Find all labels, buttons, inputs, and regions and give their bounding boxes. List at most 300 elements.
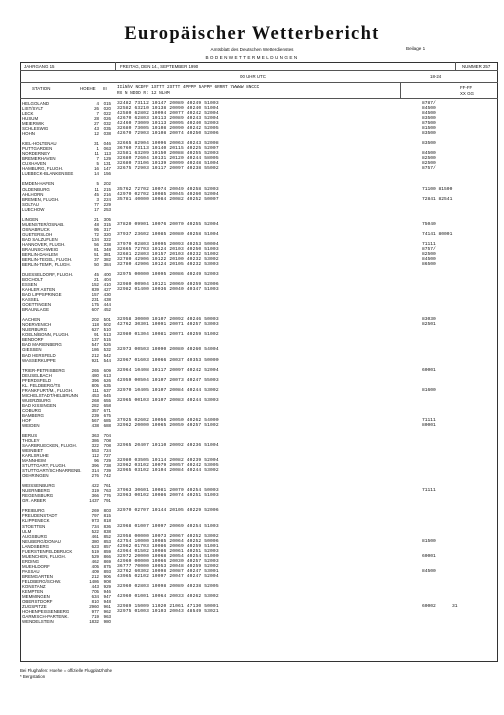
- extra-group: 82500: [422, 251, 436, 257]
- station-name: WEISSENBURG: [22, 483, 55, 489]
- station-height: 72: [94, 231, 99, 237]
- station-name: BERLIN-TEGEL, FLUGH.: [22, 256, 73, 262]
- station-index: 818: [103, 518, 111, 524]
- station-name: OSNABRUCK: [22, 226, 50, 232]
- report-section-title: BODENWETTERMELDUNGEN: [205, 55, 299, 60]
- station-index: 704: [103, 432, 111, 438]
- synop-code: 42754 10000 10085 20064 40252 50006: [117, 538, 219, 544]
- station-index: 729: [103, 458, 111, 464]
- col-xxgg: XX GG: [460, 91, 474, 96]
- station-name: BOCHOLT: [22, 277, 43, 283]
- station-name: FELDBERG/SCHW.: [22, 578, 62, 584]
- station-height: 134: [91, 236, 99, 242]
- station-index: 929: [103, 583, 111, 589]
- synop-code: 32665 82904 10096 20063 40243 52008: [117, 141, 219, 147]
- station-name: NOERVENICH: [22, 322, 52, 328]
- station-height: 386: [91, 438, 99, 443]
- synop-code: 32780 42906 10122 20100 40232 53002: [117, 256, 219, 262]
- col-hoehe: HOEHE: [80, 86, 96, 91]
- station-height: 16: [94, 166, 99, 172]
- extra-group: 71111: [422, 241, 436, 247]
- station-height: 363: [91, 432, 99, 438]
- station-index: 962: [103, 609, 111, 615]
- station-height: 111: [92, 387, 99, 393]
- synop-code: 32963 00102 10086 20074 40251 51003: [117, 493, 219, 499]
- synop-code: 32675 72903 10117 20097 40238 55002: [117, 166, 219, 172]
- station-height: 461: [91, 533, 99, 539]
- supplement-label: Beilage 1: [406, 46, 426, 51]
- station-index: 322: [103, 236, 111, 242]
- station-name: FREUDENSTADT: [22, 513, 58, 519]
- synop-code: 32681 22803 10157 20103 40232 51002: [117, 251, 219, 257]
- station-height: 265: [91, 367, 99, 373]
- station-index: 502: [103, 322, 111, 328]
- synop-code: 37820 09901 10076 20070 40255 52004: [117, 221, 219, 227]
- station-name: WUERZBURG: [22, 397, 51, 403]
- station-height: 239: [91, 412, 99, 418]
- station-name: HOHENPEISSENBERG: [22, 609, 70, 615]
- station-name: REGENSBURG: [22, 493, 54, 499]
- col-iii: III: [103, 86, 107, 91]
- synop-code: 32975 00000 10095 20086 40249 52003: [117, 272, 219, 278]
- station-name: AACHEN: [22, 317, 41, 323]
- station-name: GIESSEN: [22, 347, 42, 353]
- station-name: OLDENBURG: [22, 186, 50, 192]
- synop-code: 32960 02803 10098 20089 40238 52005: [117, 583, 219, 589]
- station-index: 635: [103, 382, 111, 388]
- synop-code: 35781 40000 10084 20082 40252 50007: [117, 196, 219, 202]
- station-height: 56: [94, 241, 99, 247]
- synop-code: 32965 20407 10110 20092 40236 51004: [117, 443, 219, 449]
- synop-code: 32582 63210 10138 20090 40240 51004: [117, 106, 219, 112]
- issue-number: NUMMER 257: [462, 64, 491, 69]
- synop-code: 37963 30601 10081 20070 40254 50003: [117, 488, 219, 494]
- station-index: 113: [104, 151, 111, 157]
- extra-group: 72841 82541: [422, 196, 453, 202]
- station-height: 14: [94, 171, 99, 177]
- station-height: 11: [94, 151, 99, 157]
- station-index: 022: [103, 111, 111, 117]
- station-index: 853: [103, 538, 111, 544]
- station-index: 815: [103, 513, 111, 519]
- station-name: BREMERHAVEN: [22, 156, 56, 162]
- extra-group: 81600: [422, 387, 436, 393]
- synop-code: 32581 63209 10150 20088 40255 52003: [117, 151, 219, 157]
- station-name: BREMEN, FLUGH.: [22, 196, 60, 202]
- station-index: 655: [103, 397, 111, 403]
- station-index: 688: [103, 422, 111, 428]
- synop-code: 32970 02707 10144 20105 40229 52006: [117, 508, 219, 514]
- station-height: 607: [91, 307, 99, 313]
- station-index: 869: [103, 558, 111, 564]
- station-height: 7: [96, 111, 99, 117]
- station-index: 626: [103, 377, 111, 383]
- station-height: 231: [91, 297, 99, 303]
- station-height: 37: [94, 256, 99, 262]
- synop-code: 43965 02102 10097 20047 40247 52004: [117, 573, 219, 579]
- synop-code: 32968 01007 10097 20069 40254 51003: [117, 523, 219, 529]
- extra-group: 8787/: [422, 101, 436, 106]
- station-height: 212: [91, 352, 99, 358]
- extra-group: 82500: [422, 156, 436, 162]
- station-height: 45: [94, 191, 99, 197]
- station-height: 118: [92, 322, 99, 328]
- station-name: THOLEY: [22, 438, 40, 443]
- station-height: 1437: [89, 498, 99, 504]
- station-index: 129: [103, 156, 111, 162]
- station-name: GR. ARBER: [22, 498, 46, 504]
- station-height: 319: [91, 488, 99, 494]
- station-name: COBURG: [22, 407, 42, 413]
- extra-group: 82500: [422, 161, 436, 167]
- extra-group: 83500: [422, 131, 436, 137]
- station-index: 637: [103, 387, 111, 393]
- report-subtitle: Amtsblatt des Deutschen Wetterdienstes: [210, 47, 294, 52]
- synop-code: 32973 00503 10090 20080 40260 54004: [117, 347, 219, 353]
- station-height: 322: [91, 443, 99, 449]
- synop-code: 32962 03102 10079 20057 40242 53005: [117, 463, 219, 469]
- extra-group: 84500: [422, 568, 436, 574]
- extra-group: 71111: [422, 417, 436, 423]
- synop-code: 42960 01001 10064 20033 40262 53002: [117, 593, 219, 599]
- station-index: 947: [103, 593, 111, 599]
- station-name: FRANKFURT/M., FLUGH.: [22, 387, 74, 393]
- station-name: AHLHORN: [22, 191, 44, 197]
- station-index: 980: [103, 619, 111, 625]
- station-index: 229: [103, 201, 111, 207]
- extra-group: 74141 80001: [422, 231, 453, 237]
- station-height: 212: [91, 573, 99, 579]
- station-name: WEIDEN: [22, 422, 40, 428]
- station-index: 738: [103, 463, 111, 469]
- synop-code: 32762 60302 10098 20087 40247 53001: [117, 568, 219, 574]
- station-index: 147: [103, 166, 111, 172]
- station-index: 348: [103, 246, 111, 252]
- station-index: 946: [103, 588, 111, 594]
- station-height: 91: [94, 332, 99, 338]
- station-name: BENDORF: [22, 337, 44, 343]
- station-height: 453: [91, 392, 99, 398]
- station-height: 405: [91, 563, 99, 569]
- station-index: 032: [103, 121, 111, 127]
- station-name: SAARBRUECKEN, FLUGH.: [22, 443, 77, 449]
- station-index: 742: [103, 473, 111, 479]
- synop-code: 36777 70000 10053 20048 40259 52002: [117, 563, 219, 569]
- station-index: 906: [103, 573, 111, 579]
- station-index: 803: [103, 508, 111, 514]
- station-height: 973: [91, 518, 99, 524]
- station-index: 317: [103, 226, 111, 232]
- station-index: 761: [103, 483, 111, 489]
- station-name: WASSERKUPPE: [22, 357, 56, 363]
- extra-group: 83030: [422, 317, 436, 323]
- station-name: KARLSRUHE: [22, 453, 49, 459]
- station-name: BRAUNLAGE: [22, 307, 50, 313]
- station-name: HELGOLAND: [22, 101, 50, 106]
- station-name: BERLIN-TEMP., FLUGH.: [22, 261, 71, 267]
- station-index: 452: [103, 307, 111, 313]
- synop-code: 37925 02602 10056 20050 40262 54000: [117, 417, 219, 423]
- station-height: 5: [96, 181, 99, 187]
- station-name: KAHLER ASTEN: [22, 287, 56, 293]
- station-name: OBERSTDORF: [22, 598, 53, 604]
- station-height: 719: [91, 614, 99, 620]
- station-index: 026: [103, 116, 111, 122]
- station-height: 553: [91, 448, 99, 454]
- station-index: 501: [103, 317, 111, 323]
- station-name: BAD KISSINGEN: [22, 402, 57, 408]
- extra-group: 84500: [422, 106, 436, 112]
- station-name: HUSUM: [22, 116, 39, 122]
- station-height: 21: [94, 277, 99, 283]
- station-name: BAD LIPPSPRINGE: [22, 292, 62, 298]
- station-height: 137: [91, 337, 99, 343]
- synop-code: 42762 30301 10091 20071 40257 53003: [117, 322, 219, 328]
- station-index: 961: [103, 604, 111, 609]
- station-name: BERUS: [22, 432, 38, 438]
- station-name: LUECHOW: [22, 206, 45, 212]
- station-height: 43: [94, 126, 99, 132]
- station-height: 314: [91, 468, 99, 474]
- station-height: 7: [96, 156, 99, 162]
- station-height: 977: [91, 609, 99, 615]
- synop-code: 32680 73005 10108 20090 40242 52005: [117, 126, 219, 132]
- station-index: 866: [103, 553, 111, 559]
- extra-group-2: 31: [452, 604, 458, 609]
- station-index: 224: [103, 196, 111, 202]
- station-name: STUTTGART/SCHNARRENB.: [22, 468, 82, 474]
- station-name: NUERBURG: [22, 327, 48, 333]
- synop-code: 37970 02803 10095 20093 40253 50004: [117, 241, 219, 247]
- station-name: ULM: [22, 528, 32, 534]
- station-index: 908: [103, 578, 111, 584]
- station-height: 48: [94, 221, 99, 227]
- station-name: GOETTINGEN: [22, 302, 52, 308]
- station-name: MEMMINGEN: [22, 593, 50, 599]
- station-index: 776: [103, 493, 111, 499]
- station-height: 1486: [89, 578, 99, 584]
- station-height: 529: [91, 553, 99, 559]
- station-height: 396: [91, 463, 99, 469]
- extra-group: 81500: [422, 538, 436, 544]
- station-height: 921: [91, 357, 99, 363]
- station-name: DEUSELBACH: [22, 372, 52, 378]
- station-index: 438: [103, 297, 111, 303]
- extra-group: 84500: [422, 151, 436, 157]
- station-index: 216: [103, 191, 111, 197]
- station-index: 658: [103, 402, 111, 408]
- station-index: 724: [103, 448, 111, 454]
- extra-group: 81500: [422, 126, 436, 132]
- station-height: 276: [91, 473, 99, 479]
- station-name: ESSEN: [22, 282, 37, 288]
- station-name: MANNHEIM: [22, 458, 46, 464]
- extra-group: 8757/: [422, 246, 436, 252]
- station-index: 315: [103, 221, 111, 227]
- station-name: KOELN/BONN, FLUGH.: [22, 332, 70, 338]
- extra-group: 60002: [422, 604, 436, 609]
- station-index: 427: [103, 287, 111, 293]
- station-height: 705: [91, 588, 99, 594]
- station-name: KLIPPENECK: [22, 518, 50, 524]
- station-name: NUERNBERG: [22, 488, 51, 494]
- station-height: 269: [91, 508, 99, 514]
- station-index: 708: [103, 438, 111, 443]
- station-height: 21: [94, 216, 99, 222]
- table-row: [20, 619, 498, 624]
- synop-code: 32975 01003 10103 20043 48549 53021: [117, 609, 219, 615]
- station-height: 282: [91, 402, 99, 408]
- synop-code: 32780 42906 10124 20105 40232 53003: [117, 261, 219, 267]
- station-height: 5: [96, 161, 99, 167]
- synop-code: 42670 72903 10108 20074 40250 52006: [117, 131, 219, 137]
- extra-group: 84500: [422, 256, 436, 262]
- station-height: 112: [92, 453, 99, 459]
- synop-code: 42959 00504 10107 20073 40247 55003: [117, 377, 219, 383]
- report-date: FREITAG, DEN 14., SEPTEMBER 1990: [120, 64, 199, 69]
- station-index: 857: [103, 543, 111, 549]
- station-index: 202: [103, 181, 111, 187]
- extra-group: 71100 81500: [422, 186, 453, 192]
- extra-group: 84500: [422, 111, 436, 117]
- station-height: 27: [94, 121, 99, 127]
- station-index: 609: [103, 367, 111, 373]
- synop-code: 32958 30000 10107 20092 40246 50003: [117, 317, 219, 323]
- station-index: 685: [103, 417, 111, 423]
- synop-code: 37937 23602 10085 20080 40258 51004: [117, 231, 219, 237]
- footnote-mountain: * Bergstation: [20, 674, 46, 679]
- synop-code: 32980 03505 10114 20082 40239 52004: [117, 458, 219, 464]
- station-index: 852: [103, 533, 111, 539]
- station-index: 400: [103, 272, 111, 278]
- synop-code: 32482 73112 10147 20089 40249 51003: [117, 101, 219, 106]
- station-height: 202: [91, 317, 99, 323]
- station-index: 791: [103, 498, 111, 504]
- extra-group: 60001: [422, 367, 436, 373]
- station-name: SOLTAU: [22, 201, 39, 207]
- station-name: FUERSTENFELDBRUCK: [22, 548, 73, 554]
- station-height: 547: [91, 342, 99, 348]
- station-height: 480: [91, 372, 99, 378]
- station-height: 366: [91, 493, 99, 499]
- station-height: 634: [91, 593, 99, 599]
- station-name: LECK: [22, 111, 34, 117]
- station-height: 31: [94, 141, 99, 147]
- station-name: MUENSTER/OSNAB.: [22, 221, 65, 227]
- station-name: HOF: [22, 417, 32, 423]
- station-name: LUEBECK-BLANKENSEE: [22, 171, 74, 177]
- station-height: 627: [91, 327, 99, 333]
- station-name: ZUGSPITZE: [22, 604, 47, 609]
- synop-code: 32964 10408 10117 20097 40242 52004: [117, 367, 219, 373]
- station-height: 26: [94, 106, 99, 112]
- station-name: LANDSBERG: [22, 543, 50, 549]
- station-height: 443: [91, 583, 99, 589]
- station-name: TRIER-PETRISBERG: [22, 367, 65, 373]
- station-height: 95: [94, 226, 99, 232]
- station-name: NEUBERG/DONAU: [22, 538, 61, 544]
- station-height: 81: [94, 246, 99, 252]
- station-index: 893: [103, 568, 111, 574]
- station-index: 035: [103, 126, 111, 132]
- station-index: 763: [103, 488, 111, 494]
- station-height: 152: [91, 282, 99, 288]
- station-name: PASSAU: [22, 568, 40, 574]
- extra-group: 82501: [422, 322, 436, 328]
- station-name: BREMGARTEN: [22, 573, 53, 579]
- station-name: BERLIN-DAHLEM: [22, 251, 58, 257]
- extra-group: 71111: [422, 488, 436, 494]
- synop-code: 32665 72703 10124 20103 40250 51003: [117, 246, 219, 252]
- synop-code: 32989 15009 11020 21061 47130 50001: [117, 604, 219, 609]
- station-name: SCHLESWIG: [22, 126, 49, 132]
- extra-group: 83500: [422, 116, 436, 122]
- station-name: HANNOVER, FLUGH.: [22, 241, 66, 247]
- station-name: KEMPTEN: [22, 588, 44, 594]
- station-height: 519: [91, 548, 99, 554]
- station-name: ERDING: [22, 558, 40, 564]
- station-name: HOHN: [22, 131, 35, 137]
- station-height: 522: [91, 528, 99, 534]
- station-index: 381: [103, 251, 111, 257]
- station-index: 515: [103, 337, 111, 343]
- station-name: STOETTEN: [22, 523, 46, 529]
- station-index: 675: [103, 412, 111, 418]
- synop-code: 42460 73009 10113 20095 40240 52003: [117, 121, 219, 127]
- station-height: 11: [94, 186, 99, 192]
- station-name: KIEL-HOLTENAU: [22, 141, 57, 147]
- station-height: 77: [94, 201, 99, 207]
- station-name: KL. FELDBERG/TS: [22, 382, 61, 388]
- synop-code: 32972 20000 10068 20054 40254 51000: [117, 553, 219, 559]
- station-index: 948: [103, 598, 111, 604]
- extra-group: 60001: [422, 553, 436, 559]
- synop-code: 32982 01400 10036 20040 40347 51003: [117, 287, 219, 293]
- synop-code: 32967 01603 10066 20037 40353 50000: [117, 357, 219, 363]
- station-index: 305: [103, 216, 111, 222]
- station-height: 797: [91, 513, 99, 519]
- station-height: 567: [91, 417, 99, 423]
- extra-group: 86500: [422, 261, 436, 267]
- station-index: 708: [103, 443, 111, 449]
- col-ff: FF-FF: [460, 85, 473, 90]
- extra-group: 80001: [422, 422, 436, 428]
- station-name: GARMISCH-PARTENK.: [22, 614, 69, 620]
- station-height: 805: [91, 382, 99, 388]
- station-name: OEHRINGEN: [22, 473, 49, 479]
- synop-code: 42960 00000 10066 20030 40257 52003: [117, 558, 219, 564]
- synop-code: 32965 03102 10104 20084 40244 53002: [117, 468, 219, 474]
- station-name: BAD HERSFELD: [22, 352, 56, 358]
- extra-group: 87500: [422, 121, 436, 127]
- synop-code: 32965 00103 10107 20083 40244 53003: [117, 397, 219, 403]
- station-index: 510: [103, 327, 111, 333]
- station-height: 357: [91, 407, 99, 413]
- synop-code: 32980 00904 10121 20069 40259 52006: [117, 282, 219, 288]
- station-name: GUETERSLOH: [22, 231, 53, 237]
- station-name: MUENCHEN, FLUGH.: [22, 553, 66, 559]
- extra-group: 8757/: [422, 166, 436, 172]
- station-index: 404: [103, 277, 111, 283]
- station-name: NORDERNEY: [22, 151, 51, 157]
- synop-code: 36760 73113 10140 20115 40225 52007: [117, 146, 219, 152]
- station-height: 2960: [89, 604, 99, 609]
- col-code-groups: IIiNhV NCDFF 1STTT 2STTT 4PPPP 5APPP 6RRRT 7WWWW 8NCCC: [117, 85, 260, 90]
- station-height: 396: [91, 377, 99, 383]
- station-height: 51: [94, 251, 99, 257]
- station-height: 810: [91, 598, 99, 604]
- synop-code: 32970 10405 10107 20084 40244 53002: [117, 387, 219, 393]
